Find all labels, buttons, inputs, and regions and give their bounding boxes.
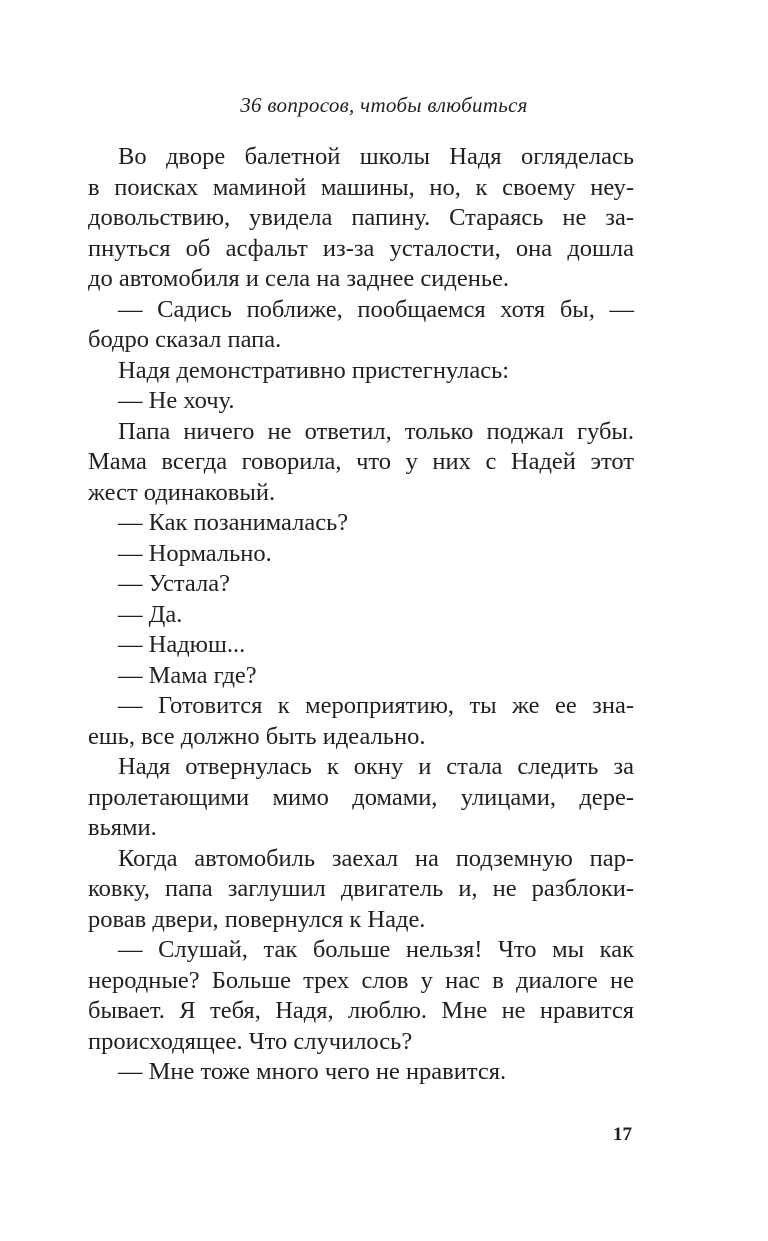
body-text bbox=[88, 142, 634, 1088]
text-line: происходящее. Что случилось? bbox=[88, 1027, 413, 1055]
text-line: — Не хочу. bbox=[118, 387, 235, 414]
text-line: пнуться об асфальт из-за усталости, она дошла bbox=[88, 234, 634, 262]
text-line: Мама всегда говорила, что у них с Надей этот bbox=[88, 448, 634, 475]
text-line: бодро сказал папа. bbox=[88, 326, 282, 353]
text-line: — Как позанималась? bbox=[118, 509, 349, 536]
text-line: — Готовится к мероприятию, ты же ее зна- bbox=[118, 692, 634, 719]
text-line: Когда автомобиль заехал на подземную пар- bbox=[118, 844, 634, 872]
text-line: неродные? Больше трех слов у нас в диалоге не bbox=[88, 966, 634, 994]
text-line: — Надюш... bbox=[118, 631, 246, 658]
text-line: Надя отвернулась к окну и стала следить за bbox=[118, 753, 634, 780]
text-line: ешь, все должно быть идеально. bbox=[88, 722, 426, 750]
text-line: вьями. bbox=[88, 814, 157, 841]
text-line: — Мне тоже много чего не нравится. bbox=[118, 1058, 507, 1085]
text-line: жест одинаковый. bbox=[88, 478, 276, 506]
text-line: — Слушай, так больше нельзя! Что мы как bbox=[118, 936, 634, 963]
page-number: 17 bbox=[613, 1124, 632, 1145]
text-line: — Мама где? bbox=[118, 661, 257, 689]
text-line: Во дворе балетной школы Надя огляделась bbox=[118, 143, 634, 170]
text-line: до автомобиля и села на заднее сиденье. bbox=[88, 265, 510, 292]
text-line: — Нормально. bbox=[118, 539, 272, 567]
text-line: ровав двери, повернулся к Наде. bbox=[88, 905, 426, 933]
text-line: бывает. Я тебя, Надя, люблю. Мне не нравится bbox=[88, 997, 634, 1024]
text-line: Папа ничего не ответил, только поджал губы. bbox=[118, 417, 634, 445]
text-line: — Устала? bbox=[118, 570, 230, 597]
text-line: пролетающими мимо домами, улицами, дере- bbox=[88, 783, 634, 811]
text-line: в поисках маминой машины, но, к своему неу- bbox=[88, 173, 634, 201]
running-head: 36 вопросов, чтобы влюбиться bbox=[240, 93, 528, 117]
text-line: — Садись поближе, пообщаемся хотя бы, — bbox=[118, 295, 634, 323]
text-line: — Да. bbox=[118, 600, 183, 628]
text-line: довольствию, увидела папину. Стараясь не за- bbox=[88, 204, 634, 231]
text-line: ковку, папа заглушил двигатель и, не разблоки- bbox=[88, 875, 634, 902]
text-line: Надя демонстративно пристегнулась: bbox=[118, 356, 510, 384]
